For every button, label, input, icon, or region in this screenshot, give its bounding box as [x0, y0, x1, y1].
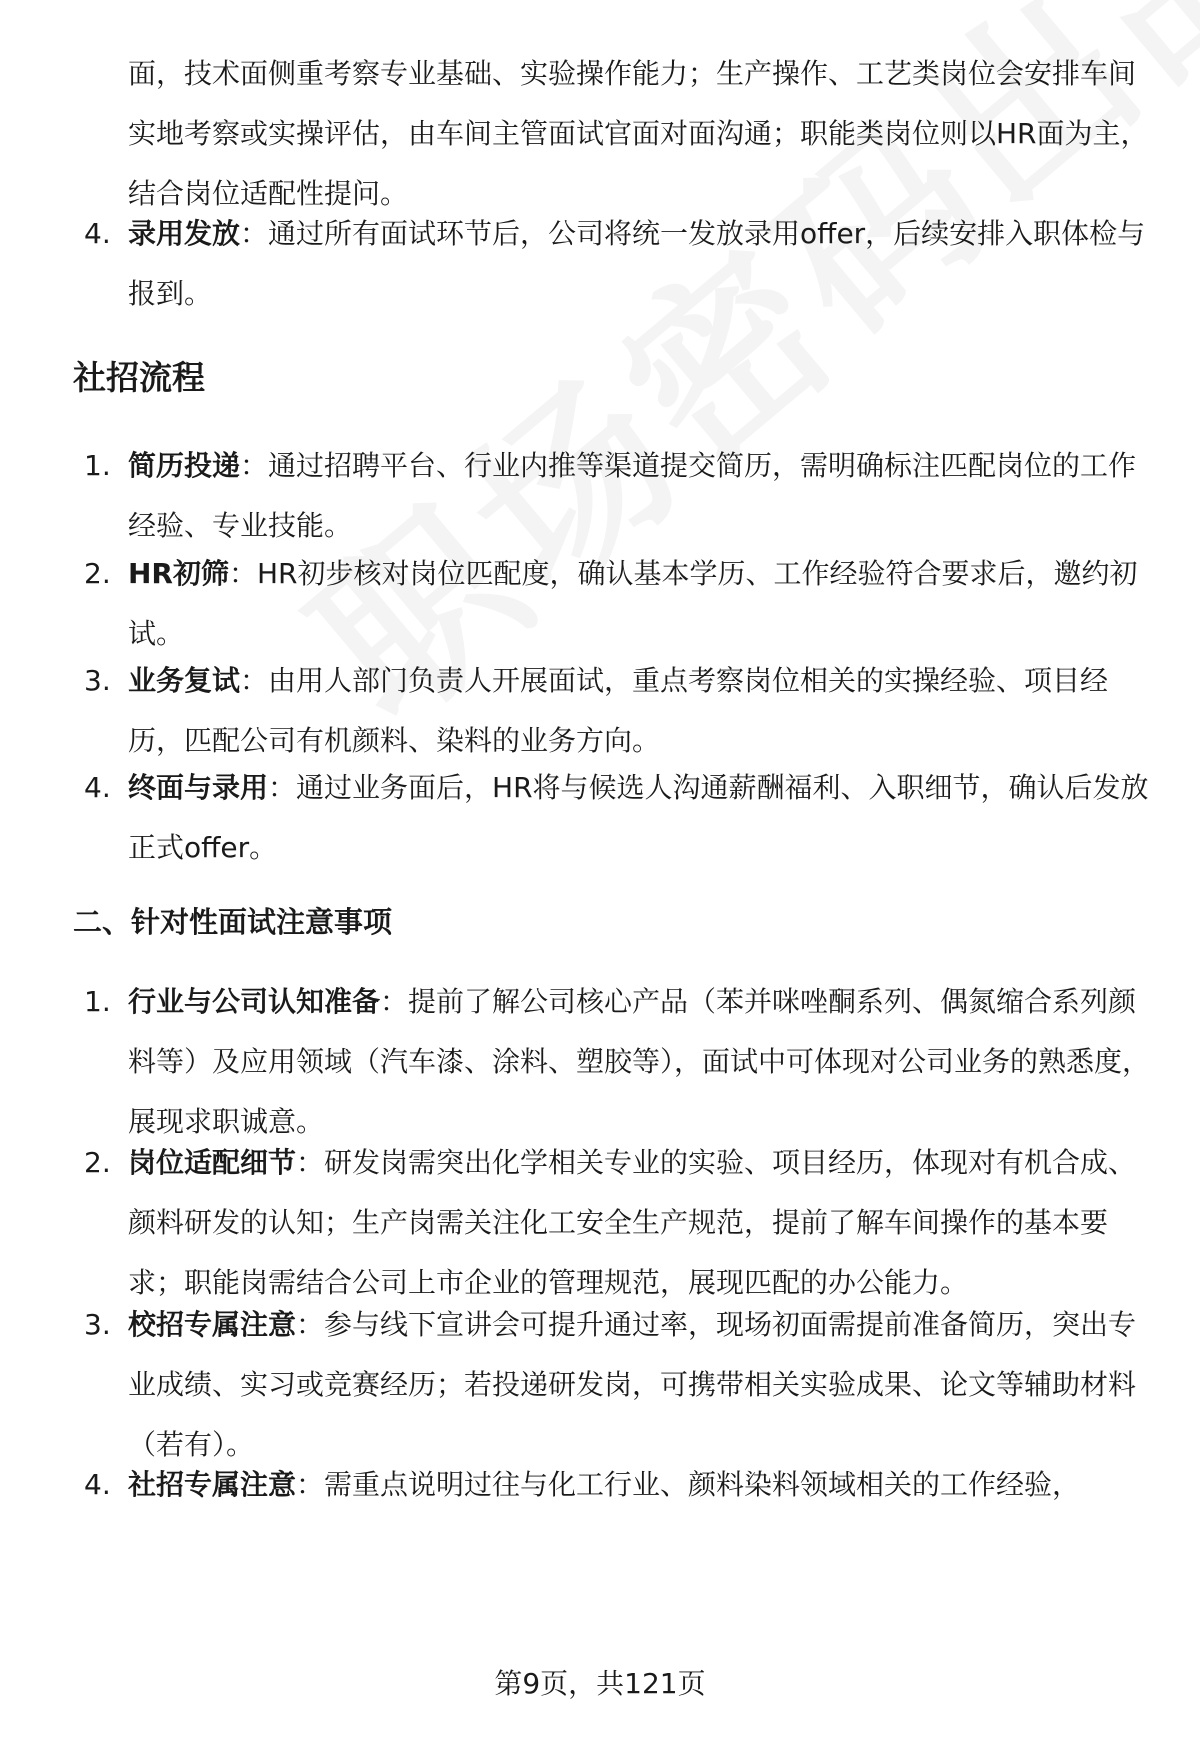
list-number: 4.: [84, 1468, 111, 1501]
list-item-lead: 校招专属注意: [128, 1308, 297, 1341]
list-item-body: ：提前了解公司核心产品（苯并咪唑酮系列、偶氮缩合系列颜料等）及应用领域（汽车漆、涂料、塑胶等），面试中可体现对公司业务的熟悉度，展现求职诚意。: [128, 985, 1151, 1138]
list-number: 1.: [84, 985, 111, 1018]
list-number: 4.: [84, 771, 111, 804]
list-item-body: ：HR初步核对岗位匹配度，确认基本学历、工作经验符合要求后，邀约初试。: [128, 557, 1138, 650]
list-number: 2.: [84, 557, 111, 590]
list-item-text: [128, 436, 1160, 556]
list-item-lead: 终面与录用: [128, 771, 269, 804]
list-item-body: ：由用人部门负责人开展面试，重点考察岗位相关的实操经验、项目经历，匹配公司有机颜料、染料的业务方向。: [128, 664, 1109, 757]
list-number: 3.: [84, 664, 111, 697]
list-item-text: [128, 651, 1160, 771]
list-item-text: [128, 972, 1160, 1152]
list-item-lead: 行业与公司认知准备: [128, 985, 381, 1018]
list-item-body: ：需重点说明过往与化工行业、颜料染料领域相关的工作经验，: [296, 1468, 1081, 1501]
list-item-body: ：通过招聘平台、行业内推等渠道提交简历，需明确标注匹配岗位的工作经验、专业技能。: [128, 449, 1137, 542]
list-number: 2.: [84, 1146, 111, 1179]
list-item-body: ：通过所有面试环节后，公司将统一发放录用offer，后续安排入职体检与报到。: [128, 217, 1146, 310]
list-item-text: [128, 544, 1160, 664]
list-item-body: ：研发岗需突出化学相关专业的实验、项目经历，体现对有机合成、颜料研发的认知；生产岗需关注化工安全生产规范，提前了解车间操作的基本要求；职能岗需结合公司上市企业的管理规范，展现匹配的办公能力。: [128, 1146, 1137, 1299]
list-item-lead: HR初筛: [128, 557, 229, 590]
list-item-text: [128, 204, 1160, 324]
list-item-lead: 简历投递: [128, 449, 241, 482]
list-item-lead: 社招专属注意: [128, 1468, 297, 1501]
list-number: 4.: [84, 217, 111, 250]
page-number-footer: 第9页，共121页: [494, 1667, 706, 1700]
list-item-text: [128, 1133, 1160, 1313]
section-heading-interview-notes: 二、针对性面试注意事项: [73, 905, 393, 939]
list-item-text: [128, 1455, 1160, 1515]
list-item-lead: 岗位适配细节: [128, 1146, 297, 1179]
list-number: 1.: [84, 449, 111, 482]
list-number: 3.: [84, 1308, 111, 1341]
list-item-text: [128, 1295, 1160, 1475]
section-heading-social: 社招流程: [73, 358, 205, 397]
list-item-body: ：通过业务面后，HR将与候选人沟通薪酬福利、入职细节，确认后发放正式offer。: [128, 771, 1149, 864]
list-item-text: [128, 758, 1160, 878]
list-item-lead: 业务复试: [128, 664, 241, 697]
list-item-body: ：参与线下宣讲会可提升通过率，现场初面需提前准备简历，突出专业成绩、实习或竞赛经历；若投递研发岗，可携带相关实验成果、论文等辅助材料（若有）。: [128, 1308, 1137, 1461]
list-item-lead: 录用发放: [128, 217, 241, 250]
intro-continuation-paragraph: 面，技术面侧重考察专业基础、实验操作能力；生产操作、工艺类岗位会安排车间实地考察或实操评估，由车间主管面试官面对面沟通；职能类岗位则以HR面为主，结合岗位适配性提问。: [128, 57, 1149, 210]
